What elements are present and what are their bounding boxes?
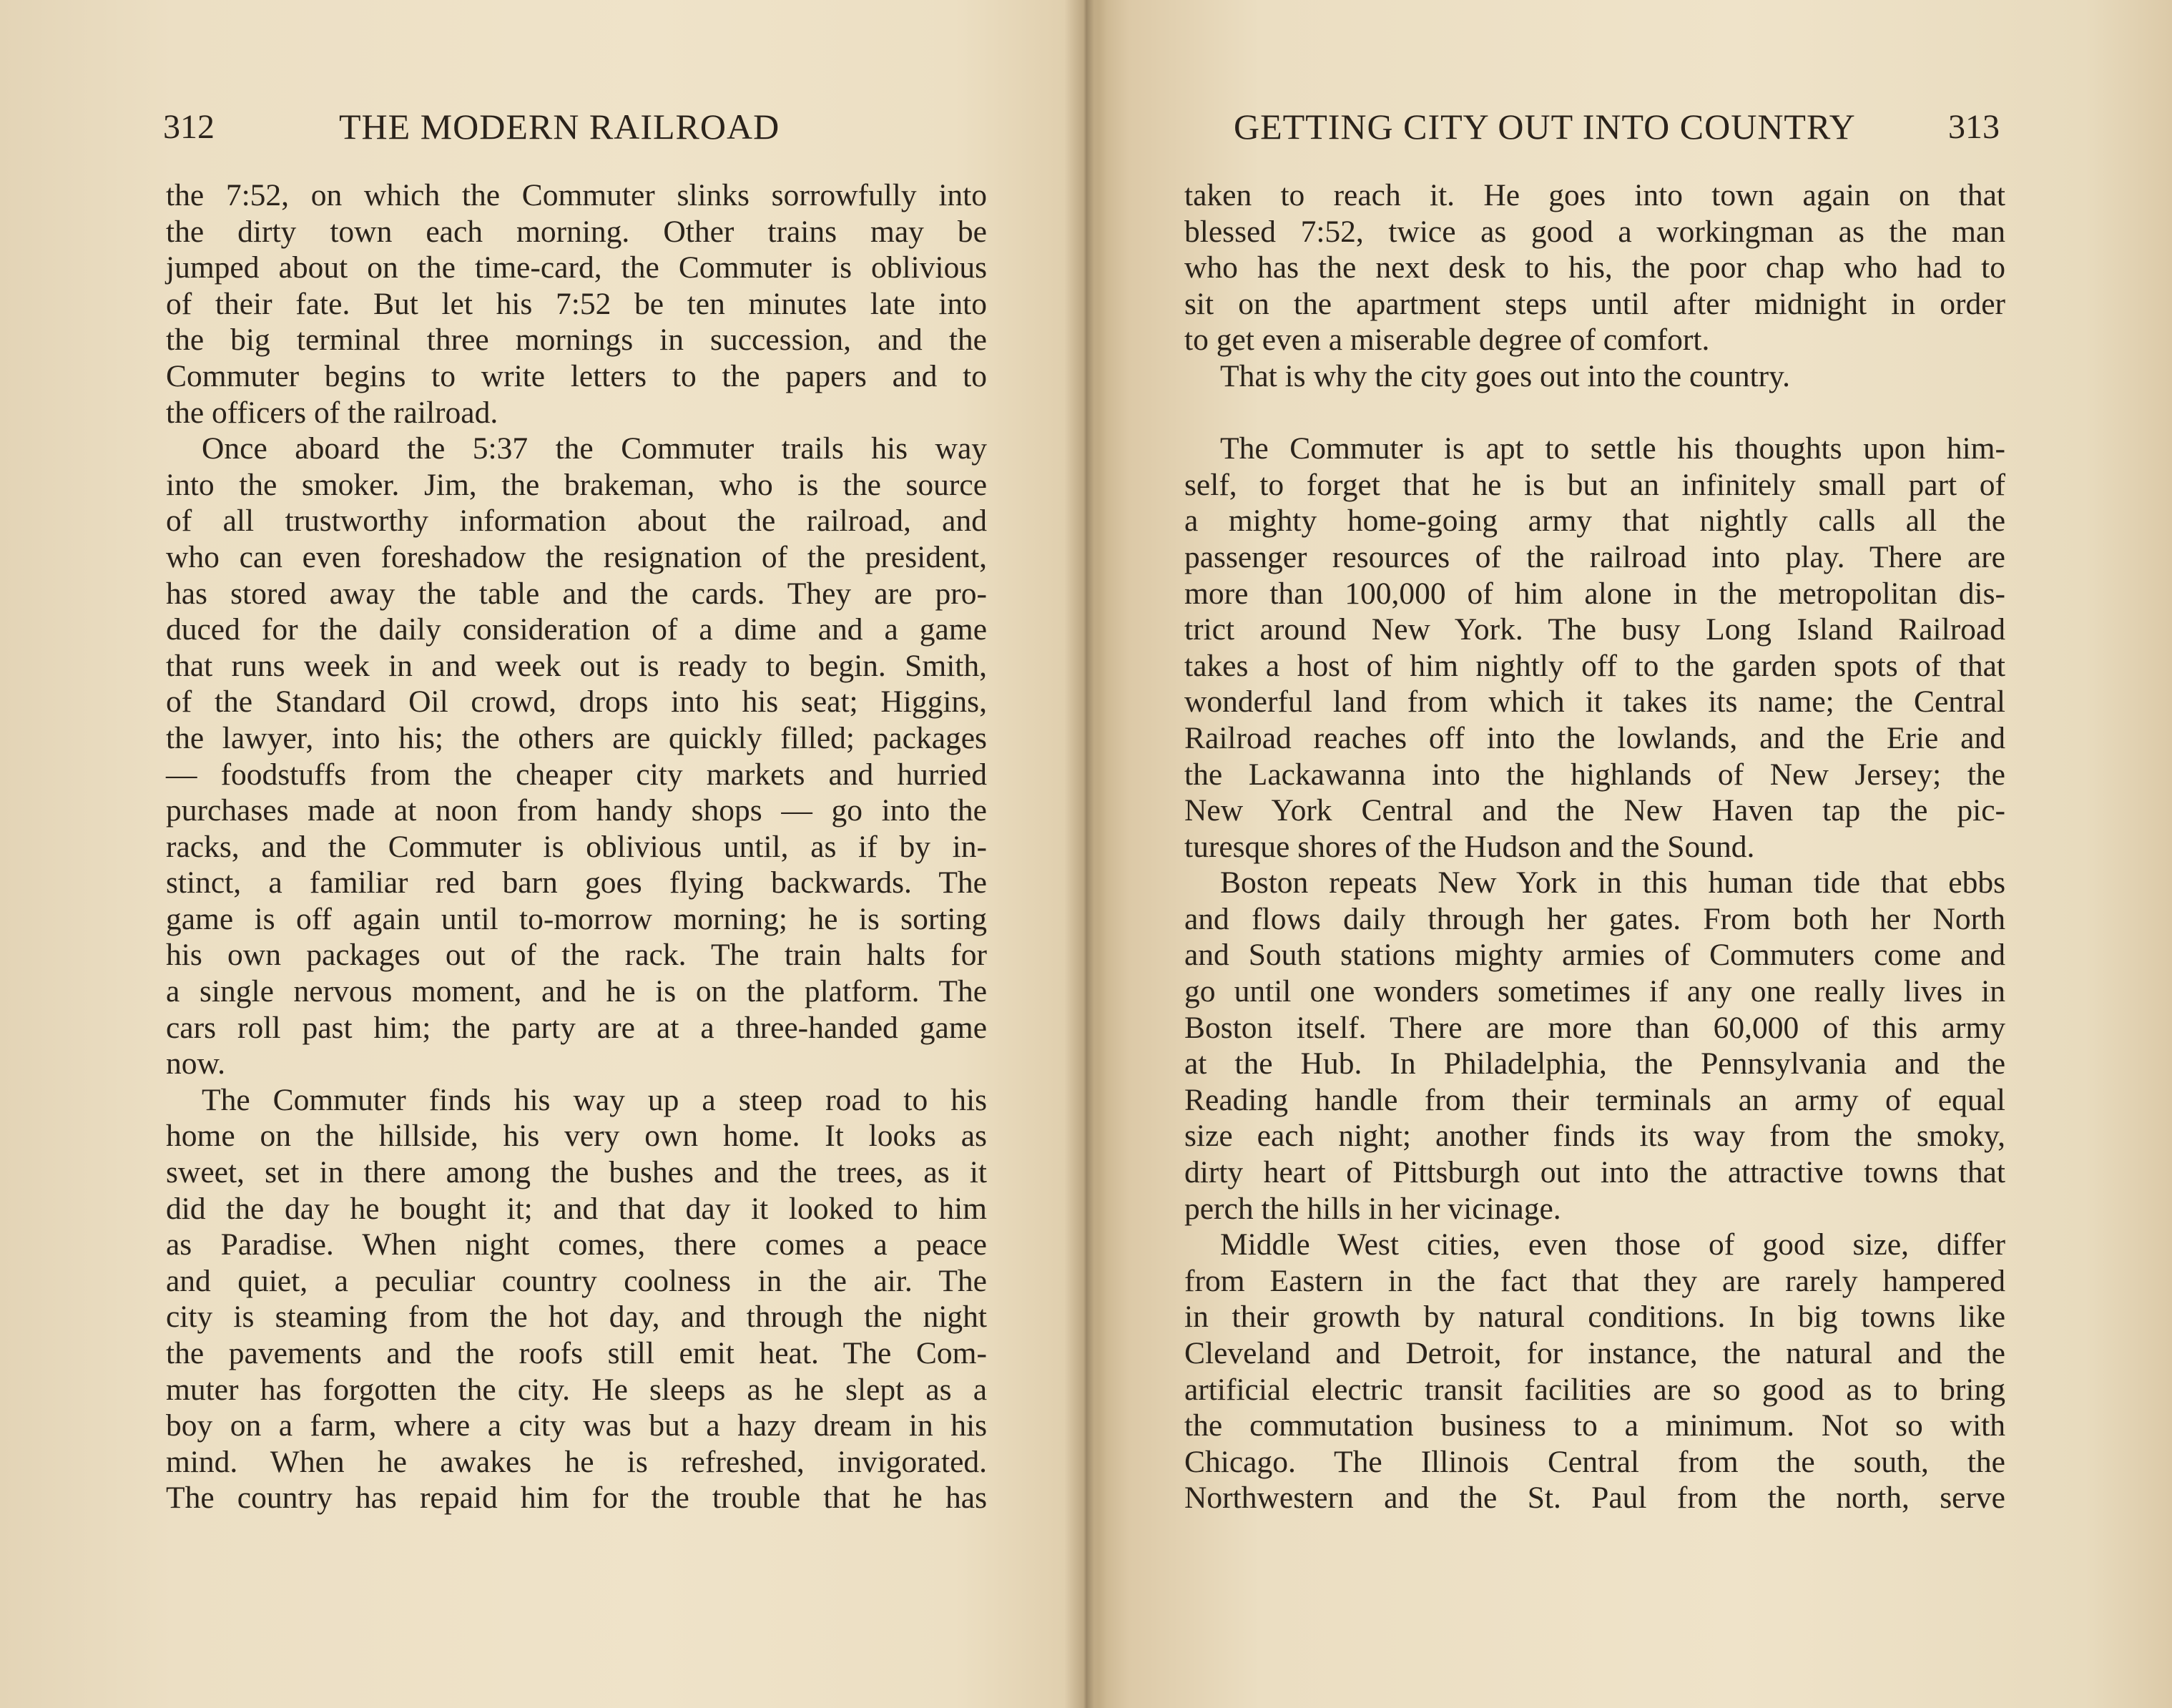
text-line: Reading handle from their terminals an army of equal [1184, 1082, 2005, 1117]
text-line: — foodstuffs from the cheaper city markets and hurried [166, 757, 987, 792]
text-line: jumped about on the time-card, the Commuter is oblivious [166, 250, 987, 285]
text-line: self, to forget that he is but an infinitely small part of [1184, 467, 2005, 502]
text-line: the pavements and the roofs still emit heat. The Com- [166, 1336, 987, 1370]
text-line: from Eastern in the fact that they are rarely hampered [1184, 1263, 2005, 1298]
text-line: Commuter begins to write letters to the papers and to [166, 358, 987, 393]
text-line: did the day he bought it; and that day it looked to him [166, 1191, 987, 1226]
text-line: more than 100,000 of him alone in the metropolitan dis- [1184, 576, 2005, 611]
text-line: the officers of the railroad. [166, 395, 498, 430]
text-line: home on the hillside, his very own home. It looks as [166, 1119, 987, 1154]
right-page-number: 313 [1948, 108, 2000, 146]
text-line: stinct, a familiar red barn goes flying backwards. The [166, 865, 987, 900]
text-line: the 7:52, on which the Commuter slinks sorrowfully into [166, 178, 987, 212]
text-line: sit on the apartment steps until after midnight in order [1184, 286, 2005, 321]
text-line: his own packages out of the rack. The train halts for [166, 938, 987, 973]
text-line: at the Hub. In Philadelphia, the Pennsylvania and the [1184, 1046, 2005, 1081]
text-line: now. [166, 1046, 225, 1081]
text-line: Middle West cities, even those of good size, differ [1220, 1227, 2005, 1262]
section-break [1184, 395, 2005, 431]
text-line: The Commuter is apt to settle his thoughts upon him- [1220, 431, 2005, 466]
text-line: taken to reach it. He goes into town again on that [1184, 178, 2005, 212]
text-line: into the smoker. Jim, the brakeman, who is the source [166, 467, 987, 502]
text-line: Chicago. The Illinois Central from the south, the [1184, 1444, 2005, 1479]
right-page [1087, 0, 2172, 1708]
text-line: the lawyer, into his; the others are quickly filled; packages [166, 720, 987, 755]
text-line: who can even foreshadow the resignation of the president, [166, 539, 987, 574]
text-line: the Lackawanna into the highlands of New Jersey; the [1184, 757, 2005, 792]
text-line: purchases made at noon from handy shops — go into the [166, 793, 987, 828]
text-line: cars roll past him; the party are at a three-handed game [166, 1010, 987, 1045]
text-line: trict around New York. The busy Long Island Railroad [1184, 612, 2005, 647]
text-line: passenger resources of the railroad into play. There are [1184, 539, 2005, 574]
text-line: and flows daily through her gates. From both her North [1184, 901, 2005, 936]
text-line: mind. When he awakes he is refreshed, invigorated. [166, 1444, 987, 1479]
text-line: muter has forgotten the city. He sleeps as he slept as a [166, 1372, 987, 1407]
text-line: who has the next desk to his, the poor chap who had to [1184, 250, 2005, 285]
text-line: has stored away the table and the cards. They are pro- [166, 576, 987, 611]
text-line: a single nervous moment, and he is on the platform. The [166, 974, 987, 1009]
text-line: duced for the daily consideration of a dime and a game [166, 612, 987, 647]
right-running-head: GETTING CITY OUT INTO COUNTRY [1234, 107, 1856, 147]
text-line: as Paradise. When night comes, there comes a peace [166, 1227, 987, 1262]
text-line: size each night; another finds its way from the smoky, [1184, 1119, 2005, 1154]
text-line: city is steaming from the hot day, and through the night [166, 1300, 987, 1335]
text-line: the big terminal three mornings in succession, and the [166, 323, 987, 358]
text-line: Once aboard the 5:37 the Commuter trails his way [202, 431, 987, 466]
text-line: of the Standard Oil crowd, drops into his seat; Higgins, [166, 684, 987, 720]
text-line: game is off again until to-morrow morning; he is sorting [166, 901, 987, 936]
text-line: Cleveland and Detroit, for instance, the natural and the [1184, 1336, 2005, 1370]
text-line: Railroad reaches off into the lowlands, and the Erie and [1184, 720, 2005, 755]
text-line: blessed 7:52, twice as good a workingman as the man [1184, 214, 2005, 249]
text-line: the commutation business to a minimum. Not so with [1184, 1408, 2005, 1443]
text-line: The country has repaid him for the trouble that he has [166, 1481, 987, 1516]
text-line: wonderful land from which it takes its name; the Central [1184, 684, 2005, 720]
text-line: That is why the city goes out into the country. [1220, 358, 1790, 393]
text-line: in their growth by natural conditions. In big towns like [1184, 1300, 2005, 1335]
left-running-head: THE MODERN RAILROAD [339, 107, 780, 147]
text-line: and South stations mighty armies of Commuters come and [1184, 938, 2005, 973]
text-line: Boston repeats New York in this human tide that ebbs [1220, 865, 2005, 900]
text-line: a mighty home-going army that nightly calls all the [1184, 504, 2005, 539]
text-line: perch the hills in her vicinage. [1184, 1191, 1561, 1226]
text-line: dirty heart of Pittsburgh out into the attractive towns that [1184, 1155, 2005, 1190]
text-line: sweet, set in there among the bushes and the trees, as it [166, 1155, 987, 1190]
text-line: the dirty town each morning. Other trains may be [166, 214, 987, 249]
text-line: racks, and the Commuter is oblivious until, as if by in- [166, 829, 987, 864]
text-line: and quiet, a peculiar country coolness in the air. The [166, 1263, 987, 1298]
right-body-text [1184, 177, 2005, 1516]
text-line: Boston itself. There are more than 60,000 of this army [1184, 1010, 2005, 1045]
text-line: boy on a farm, where a city was but a hazy dream in his [166, 1408, 987, 1443]
text-line: turesque shores of the Hudson and the Sound. [1184, 829, 1755, 864]
text-line: go until one wonders sometimes if any one really lives in [1184, 974, 2005, 1009]
text-line: of all trustworthy information about the railroad, and [166, 504, 987, 539]
text-line: Northwestern and the St. Paul from the north, serve [1184, 1481, 2005, 1516]
left-body-text [166, 177, 987, 1516]
text-line: of their fate. But let his 7:52 be ten minutes late into [166, 286, 987, 321]
text-line: New York Central and the New Haven tap the pic- [1184, 793, 2005, 828]
text-line: takes a host of him nightly off to the garden spots of that [1184, 648, 2005, 683]
text-line: that runs week in and week out is ready to begin. Smith, [166, 648, 987, 683]
left-page-number: 312 [163, 108, 215, 146]
text-line: artificial electric transit facilities are so good as to bring [1184, 1372, 2005, 1407]
text-line: The Commuter finds his way up a steep road to his [202, 1082, 987, 1117]
text-line: to get even a miserable degree of comfort. [1184, 323, 1710, 358]
